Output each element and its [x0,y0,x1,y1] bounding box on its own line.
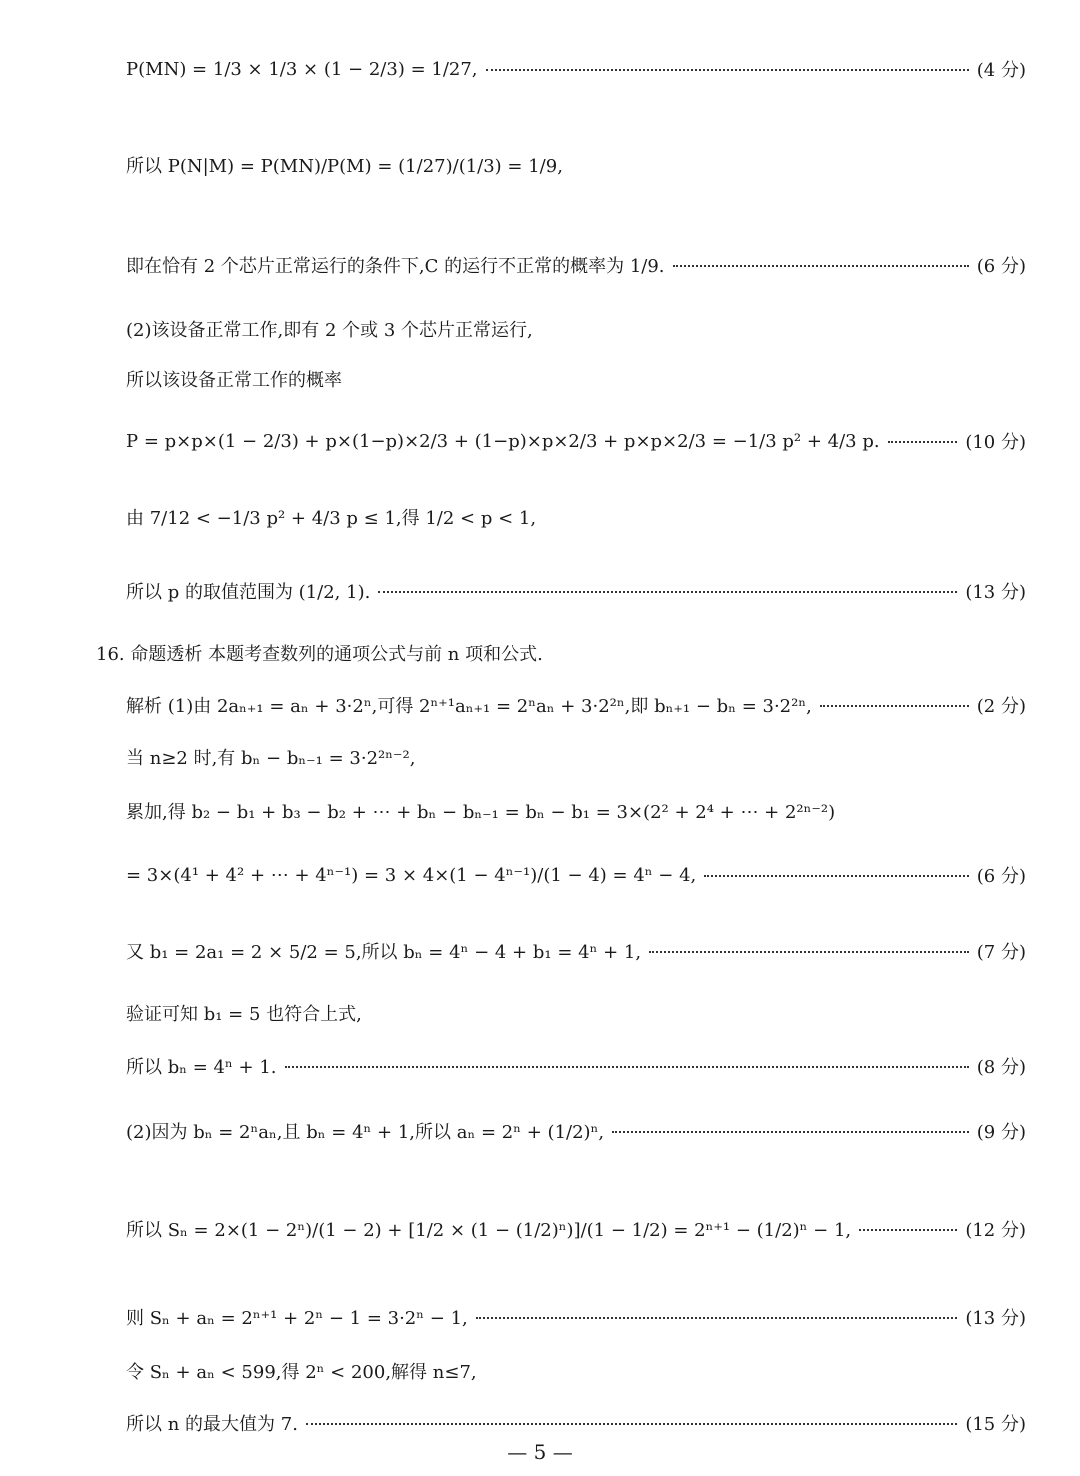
leader-dots [378,589,957,593]
line-text: (2)该设备正常工作,即有 2 个或 3 个芯片正常运行, [126,320,533,341]
line-21 [126,1410,1026,1436]
leader-dots [306,1421,957,1425]
score: (12 分) [965,1220,1026,1241]
page-number: — 5 — [507,1440,573,1464]
score: (6 分) [976,256,1026,277]
leader-dots [285,1064,969,1068]
line-5 [126,366,1026,392]
line-text: = 3×(4¹ + 4² + ⋯ + 4ⁿ⁻¹) = 3 × 4×(1 − 4ⁿ⁻¹)/(1 − 4) = 4ⁿ − 4, [126,864,697,886]
line-text: 验证可知 b₁ = 5 也符合上式, [126,1004,362,1025]
line-18 [126,1216,1026,1242]
leader-dots [486,67,969,71]
line-text: P = p×p×(1 − 2/3) + p×(1−p)×2/3 + (1−p)×p×2/3 + p×p×2/3 = −1/3 p² + 4/3 p. [126,430,880,452]
line-15 [126,1000,1026,1026]
line-text: 所以该设备正常工作的概率 [126,370,342,391]
leader-dots [704,873,969,877]
score: (2 分) [976,696,1026,717]
line-19 [126,1304,1026,1330]
line-11 [126,744,1026,770]
line-10 [126,692,1026,718]
line-20 [126,1358,1026,1384]
line-8 [126,578,1026,604]
leader-dots [612,1129,969,1133]
line-text: 当 n≥2 时,有 bₙ − bₙ₋₁ = 3·2²ⁿ⁻², [126,748,416,769]
score: (7 分) [976,942,1026,963]
line-text: 所以 p 的取值范围为 (1/2, 1). [126,582,371,603]
line-text: 即在恰有 2 个芯片正常运行的条件下,C 的运行不正常的概率为 1/9. [126,256,665,277]
score: (6 分) [976,866,1026,887]
score: (10 分) [965,432,1026,453]
line-text: 由 7/12 < −1/3 p² + 4/3 p ≤ 1,得 1/2 < p < 1, [126,508,537,529]
line-3 [126,252,1026,278]
line-13 [126,862,1026,888]
score: (9 分) [976,1122,1026,1143]
score: (4 分) [976,60,1026,81]
line-text: 所以 P(N|M) = P(MN)/P(M) = (1/27)/(1/3) = 1/9, [126,156,563,177]
score: (13 分) [965,582,1026,603]
line-text: 累加,得 b₂ − b₁ + b₃ − b₂ + ⋯ + bₙ − bₙ₋₁ = bₙ − b₁ = 3×(2² + 2⁴ + ⋯ + 2²ⁿ⁻²) [126,802,836,823]
line-9-problem-16-heading [96,640,1026,666]
line-text: 又 b₁ = 2a₁ = 2 × 5/2 = 5,所以 bₙ = 4ⁿ − 4 + b₁ = 4ⁿ + 1, [126,942,642,963]
line-text: 解析 (1)由 2aₙ₊₁ = aₙ + 3·2ⁿ,可得 2ⁿ⁺¹aₙ₊₁ = 2ⁿaₙ + 3·2²ⁿ,即 bₙ₊₁ − bₙ = 3·2²ⁿ, [126,696,812,717]
line-text: 16. 命题透析 本题考查数列的通项公式与前 n 项和公式. [96,644,543,665]
leader-dots [859,1227,957,1231]
line-text: 所以 Sₙ = 2×(1 − 2ⁿ)/(1 − 2) + [1/2 × (1 − (1/2)ⁿ)]/(1 − 1/2) = 2ⁿ⁺¹ − (1/2)ⁿ − 1, [126,1220,852,1241]
leader-dots [476,1315,958,1319]
line-16 [126,1053,1026,1079]
score: (13 分) [965,1308,1026,1329]
line-text: P(MN) = 1/3 × 1/3 × (1 − 2/3) = 1/27, [126,58,478,80]
leader-dots [820,703,969,707]
line-text: 令 Sₙ + aₙ < 599,得 2ⁿ < 200,解得 n≤7, [126,1362,477,1383]
line-4 [126,316,1026,342]
line-12 [126,798,1026,824]
score: (8 分) [976,1057,1026,1078]
line-text: 所以 n 的最大值为 7. [126,1414,298,1435]
line-text: 则 Sₙ + aₙ = 2ⁿ⁺¹ + 2ⁿ − 1 = 3·2ⁿ − 1, [126,1308,468,1329]
leader-dots [649,949,969,953]
line-14 [126,938,1026,964]
line-17 [126,1118,1026,1144]
leader-dots [888,439,958,443]
leader-dots [673,263,969,267]
score: (15 分) [965,1414,1026,1435]
line-text: 所以 bₙ = 4ⁿ + 1. [126,1057,277,1078]
line-text: (2)因为 bₙ = 2ⁿaₙ,且 bₙ = 4ⁿ + 1,所以 aₙ = 2ⁿ + (1/2)ⁿ, [126,1122,605,1143]
line-7 [126,504,1026,530]
line-2 [126,152,1026,178]
line-1 [126,56,1026,82]
line-6 [126,428,1026,454]
